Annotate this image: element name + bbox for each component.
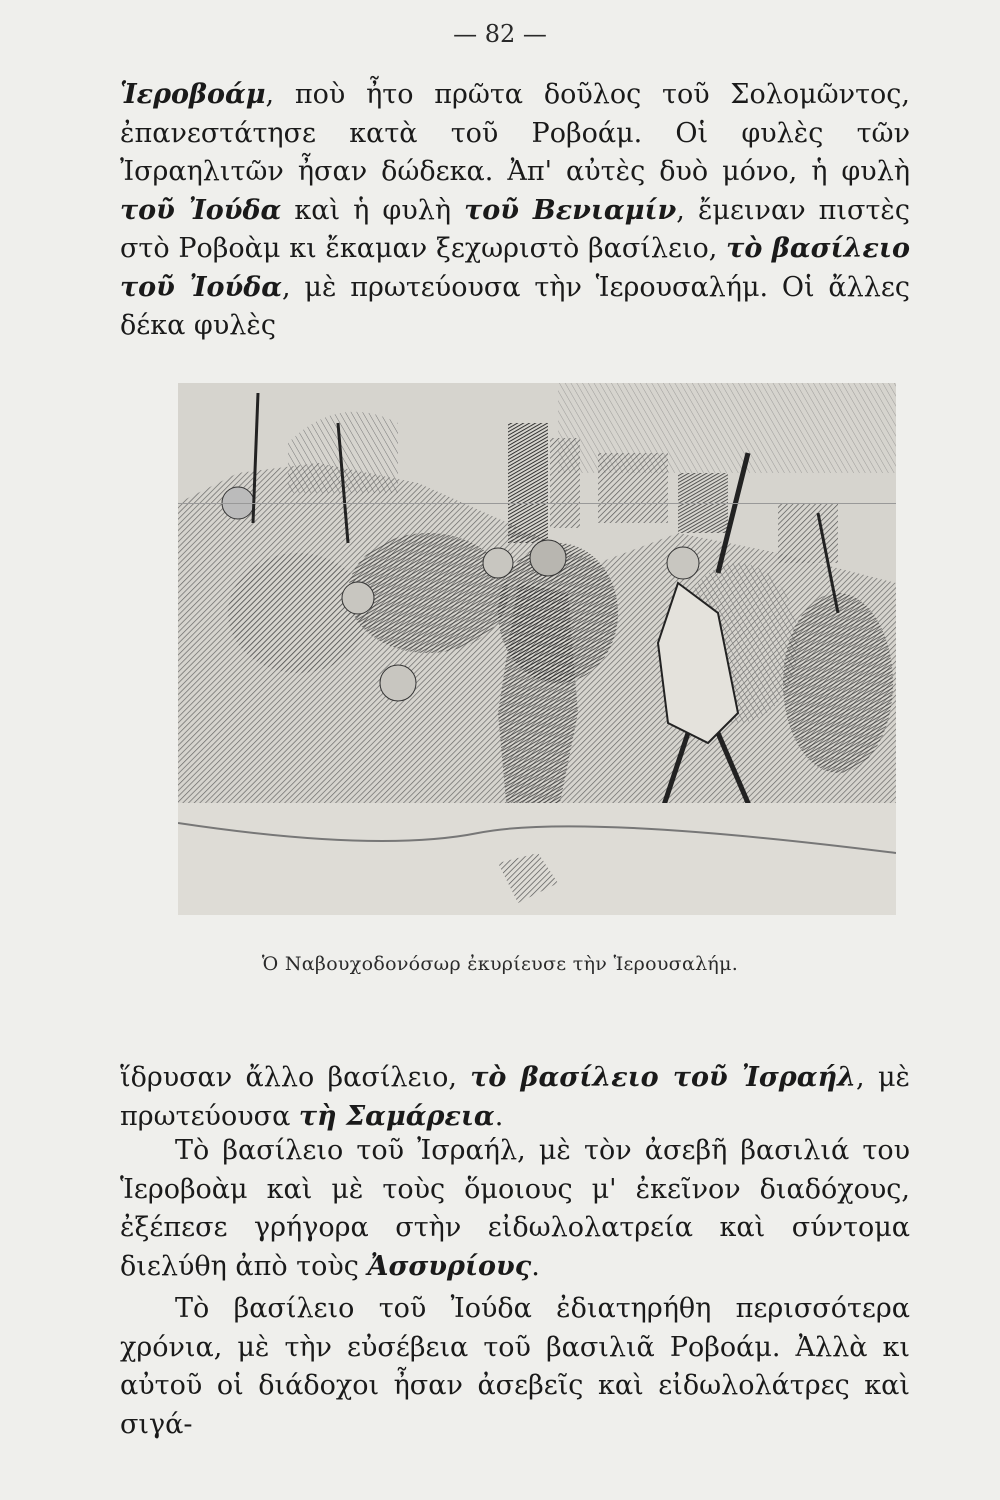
text-run: , μὲ πρωτεύουσα	[120, 1062, 910, 1132]
page-number: — 82 —	[453, 20, 547, 48]
text-run: .	[494, 1100, 504, 1132]
bold-term-tou-iouda: τοῦ Ἰούδα	[120, 194, 282, 226]
bold-term-ierovoam: Ἱεροβοάμ	[120, 79, 266, 110]
text-run: , ἔμειναν πιστὲς στὸ Ροβοὰμ κι ἔκαμαν ξεχωριστὸ βασίλειο,	[120, 194, 910, 264]
bold-term-samareia: τὴ Σαμάρεια	[298, 1100, 495, 1132]
paragraph-2	[120, 1059, 910, 1136]
paragraph-4: Τὸ βασίλειο τοῦ Ἰούδα ἐδιατηρήθη περισσότερα χρόνια, μὲ τὴν εὐσέβεια τοῦ βασιλιᾶ Ροβοάμ. Ἀλλὰ κι αὐτοῦ οἱ διάδοχοι ἦσαν ἀσεβεῖς καὶ εἰδωλολάτρες καὶ σιγά-	[120, 1293, 910, 1440]
bold-term-assyrious: Ἀσσυρίους	[367, 1250, 532, 1282]
text-run: .	[531, 1250, 540, 1282]
text-run: καὶ ἡ φυλὴ	[281, 194, 465, 226]
text-run: , μὲ πρωτεύουσα τὴν Ἱερουσαλήμ. Οἱ ἄλλες δέκα φυλὲς	[120, 271, 910, 341]
text-run: , ποὺ ἦτο πρῶτα δοῦλος τοῦ Σολομῶντος, ἐπανεστάτησε κατὰ τοῦ Ροβοάμ. Οἱ φυλὲς τῶν Ἰσραηλιτῶν ἦσαν δώδεκα. Ἀπ' αὐτὲς δυὸ μόνο, ἡ φυλὴ	[120, 79, 910, 187]
bold-term-vasileio-iouda: τὸ βασίλειο τοῦ Ἰούδα	[120, 233, 910, 303]
bold-term-tou-veniamin: τοῦ Βενιαμίν	[464, 194, 677, 226]
paragraph-3	[120, 1132, 910, 1286]
bold-term-vasileio-israil: τὸ βασίλειο τοῦ Ἰσραήλ	[470, 1062, 857, 1093]
engraving-drawing	[178, 383, 896, 915]
illustration-caption: Ὁ Ναβουχοδονόσωρ ἐκυρίευσε τὴν Ἱερουσαλήμ.	[261, 953, 739, 975]
engraving-illustration	[178, 383, 896, 915]
text-run: ἵδρυσαν ἄλλο βασίλειο,	[120, 1062, 471, 1093]
paragraph-1	[120, 76, 910, 346]
text-run: Τὸ βασίλειο τοῦ Ἰσραήλ, μὲ τὸν ἀσεβῆ βασιλιά του Ἱεροβοὰμ καὶ μὲ τοὺς ὅμοιους μ' ἐκεῖνον διαδόχους, ἐξέπεσε γρήγορα στὴν εἰδωλολατρεία καὶ σύντομα διελύθη ἀπὸ τοὺς	[120, 1135, 910, 1282]
